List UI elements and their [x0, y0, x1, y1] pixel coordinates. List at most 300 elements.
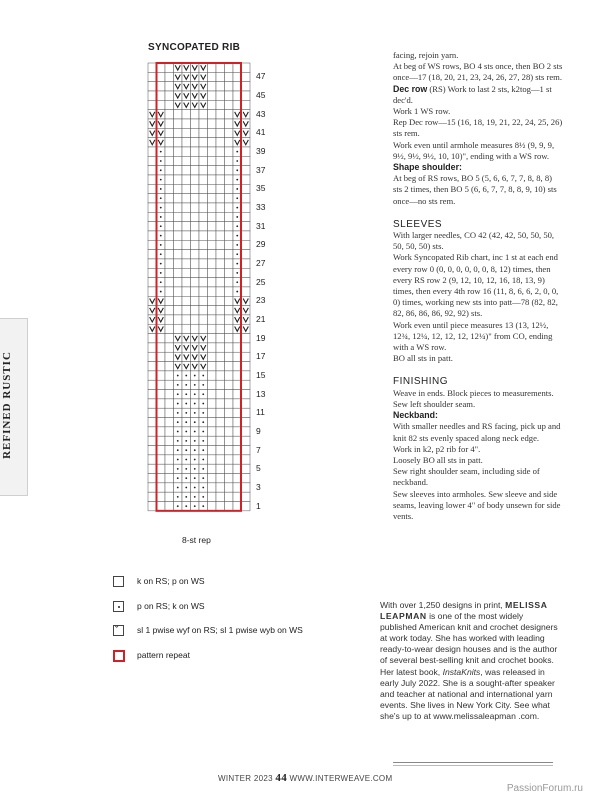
legend-purl-text: p on RS; k on WS	[137, 601, 205, 611]
chart-cell	[165, 371, 174, 380]
chart-cell	[242, 82, 251, 91]
purl-dot	[194, 468, 196, 470]
chart-cell	[225, 231, 234, 240]
chart-cell	[208, 352, 217, 361]
chart-cell	[165, 259, 174, 268]
chart-cell	[148, 259, 157, 268]
chart-cell	[225, 72, 234, 81]
neckband-heading: Neckband:	[393, 410, 438, 421]
chart-cell	[208, 427, 217, 436]
chart-cell	[199, 287, 208, 296]
chart-cell	[174, 110, 183, 119]
chart-cell	[208, 184, 217, 193]
chart-cell	[182, 240, 191, 249]
chart-cell	[208, 334, 217, 343]
chart-cell	[216, 91, 225, 100]
chart-cell	[191, 306, 200, 315]
chart-cell	[174, 268, 183, 277]
chart-cell	[216, 455, 225, 464]
chart-cell	[165, 296, 174, 305]
chart-cell	[182, 315, 191, 324]
chart-cell	[191, 128, 200, 137]
chart-cell	[199, 203, 208, 212]
chart-cell	[216, 362, 225, 371]
purl-dot	[185, 384, 187, 386]
chart-cell	[225, 296, 234, 305]
chart-cell	[208, 203, 217, 212]
chart-cell	[174, 175, 183, 184]
chart-cell	[157, 362, 166, 371]
chart-cell	[165, 156, 174, 165]
chart-cell	[148, 100, 157, 109]
purl-dot	[202, 384, 204, 386]
purl-dot	[185, 496, 187, 498]
chart-cell	[148, 147, 157, 156]
chart-cell	[216, 418, 225, 427]
chart-cell	[165, 100, 174, 109]
chart-cell	[157, 483, 166, 492]
chart-cell	[216, 147, 225, 156]
chart-cell	[165, 231, 174, 240]
purl-dot	[177, 393, 179, 395]
purl-dot	[236, 179, 238, 181]
chart-cell	[216, 502, 225, 511]
chart-cell	[242, 380, 251, 389]
para: With larger needles, CO 42 (42, 42, 50, 50, 50, 50, 50, 50) sts.	[393, 230, 555, 252]
chart-cell	[165, 203, 174, 212]
chart-cell	[208, 474, 217, 483]
chart-cell	[148, 474, 157, 483]
chart-cell	[165, 175, 174, 184]
chart-cell	[225, 418, 234, 427]
chart-cell	[148, 380, 157, 389]
chart-cell	[208, 380, 217, 389]
chart-cell	[165, 268, 174, 277]
purl-dot	[185, 412, 187, 414]
chart-cell	[148, 352, 157, 361]
chart-cell	[242, 203, 251, 212]
chart-cell	[208, 250, 217, 259]
chart-cell	[208, 371, 217, 380]
chart-cell	[191, 138, 200, 147]
purl-dot	[236, 272, 238, 274]
chart-cell	[242, 63, 251, 72]
chart-cell	[157, 474, 166, 483]
chart-cell	[148, 82, 157, 91]
chart-cell	[208, 436, 217, 445]
para: At beg of RS rows, BO 5 (5, 6, 6, 7, 7, 8, 8, 8) sts 2 times, then BO 5 (6, 6, 7, 7, 8, 8, 9, 10) sts once—no sts rem.	[393, 173, 557, 206]
chart-cell	[174, 138, 183, 147]
chart-cell	[157, 72, 166, 81]
chart-cell	[165, 166, 174, 175]
purl-dot	[177, 440, 179, 442]
purl-symbol-icon	[113, 601, 124, 612]
chart-cell	[216, 464, 225, 473]
chart-cell	[208, 128, 217, 137]
chart-cell	[242, 72, 251, 81]
purl-dot	[177, 487, 179, 489]
chart-cell	[208, 63, 217, 72]
chart-cell	[191, 250, 200, 259]
chart-cell	[242, 352, 251, 361]
chart-cell	[182, 156, 191, 165]
chart-cell	[242, 212, 251, 221]
chart-cell	[225, 446, 234, 455]
chart-cell	[216, 268, 225, 277]
chart-cell	[157, 418, 166, 427]
chart-cell	[165, 362, 174, 371]
chart-cell	[242, 418, 251, 427]
purl-dot	[202, 459, 204, 461]
chart-cell	[148, 250, 157, 259]
chart-cell	[242, 240, 251, 249]
purl-dot	[177, 421, 179, 423]
chart-cell	[216, 82, 225, 91]
chart-cell	[208, 194, 217, 203]
chart-cell	[165, 128, 174, 137]
chart-cell	[216, 250, 225, 259]
chart-cell	[208, 222, 217, 231]
row-label: 17	[256, 351, 266, 362]
chart-cell	[216, 343, 225, 352]
chart-cell	[157, 380, 166, 389]
chart-cell	[216, 306, 225, 315]
purl-dot	[236, 151, 238, 153]
chart-cell	[208, 324, 217, 333]
chart-cell	[242, 343, 251, 352]
chart-cell	[182, 306, 191, 315]
chart-cell	[157, 427, 166, 436]
purl-dot	[160, 291, 162, 293]
chart-cell	[208, 175, 217, 184]
para: Work even until armhole measures 8½ (9, 9, 9, 9½, 9½, 9½, 10, 10)", ending with a WS row.	[393, 139, 555, 161]
chart-cell	[191, 166, 200, 175]
chart-cell	[148, 231, 157, 240]
purl-dot	[185, 403, 187, 405]
purl-dot	[194, 375, 196, 377]
chart-cell	[182, 194, 191, 203]
chart-cell	[242, 483, 251, 492]
para: Work Syncopated Rib chart, inc 1 st at each end every row 0 (0, 0, 0, 0, 0, 0, 8, 12) times, then every RS row 2 (9, 12, 10, 12, 16, 18, 13, 9) times, then every 4th row 16 (11, 8, 6, 6, 2, 0, 0, 0) times, working new sts into patt—78 (82, 82, 82, 86, 86, 86, 92, 92) sts.	[393, 252, 559, 319]
chart-cell	[165, 306, 174, 315]
chart-cell	[191, 175, 200, 184]
para: Work 1 WS row.	[393, 106, 451, 117]
chart-cell	[191, 278, 200, 287]
chart-cell	[148, 446, 157, 455]
purl-dot	[177, 403, 179, 405]
chart-cell	[148, 334, 157, 343]
chart-cell	[208, 147, 217, 156]
chart-cell	[199, 147, 208, 156]
purl-dot	[194, 496, 196, 498]
chart-cell	[242, 390, 251, 399]
para: Work in k2, p2 rib for 4".	[393, 443, 481, 454]
chart-cell	[182, 166, 191, 175]
purl-dot	[202, 412, 204, 414]
chart-cell	[148, 390, 157, 399]
chart-cell	[174, 324, 183, 333]
chart-cell	[208, 306, 217, 315]
row-label: 29	[256, 239, 266, 250]
chart-cell	[208, 278, 217, 287]
purl-dot	[177, 431, 179, 433]
chart-cell	[225, 147, 234, 156]
chart-cell	[148, 194, 157, 203]
footer-rule	[393, 762, 553, 763]
chart-cell	[165, 315, 174, 324]
chart-cell	[225, 390, 234, 399]
chart-cell	[199, 212, 208, 221]
chart-cell	[216, 110, 225, 119]
chart-cell	[225, 399, 234, 408]
chart-cell	[157, 371, 166, 380]
chart-cell	[199, 324, 208, 333]
purl-dot	[236, 244, 238, 246]
chart-cell	[191, 194, 200, 203]
purl-dot	[185, 468, 187, 470]
purl-dot	[177, 505, 179, 507]
chart-cell	[242, 156, 251, 165]
chart-cell	[225, 138, 234, 147]
dec-row-label: Dec row	[393, 83, 428, 94]
chart-cell	[165, 119, 174, 128]
purl-dot	[202, 468, 204, 470]
chart-cell	[216, 259, 225, 268]
chart-cell	[182, 287, 191, 296]
purl-dot	[160, 244, 162, 246]
row-label: 47	[256, 71, 266, 82]
purl-dot	[202, 431, 204, 433]
chart-cell	[174, 250, 183, 259]
chart-cell	[216, 492, 225, 501]
chart-cell	[242, 474, 251, 483]
chart-cell	[225, 212, 234, 221]
chart-cell	[182, 250, 191, 259]
legend-repeat-text: pattern repeat	[137, 650, 190, 660]
chart-cell	[208, 166, 217, 175]
chart-cell	[165, 343, 174, 352]
chart-cell	[208, 399, 217, 408]
chart-cell	[157, 334, 166, 343]
chart-cell	[148, 418, 157, 427]
bio-para	[380, 600, 560, 722]
chart-cell	[225, 380, 234, 389]
page-footer	[218, 772, 392, 784]
purl-dot	[194, 477, 196, 479]
para: With smaller needles and RS facing, pick up and knit 82 sts evenly spaced along neck edge.	[393, 421, 561, 443]
chart-cell	[216, 231, 225, 240]
chart-cell	[165, 474, 174, 483]
chart-cell	[208, 287, 217, 296]
chart-cell	[165, 408, 174, 417]
purl-dot	[236, 197, 238, 199]
chart-cell	[157, 492, 166, 501]
chart-cell	[242, 147, 251, 156]
pattern-instructions	[393, 50, 563, 522]
chart-cell	[225, 110, 234, 119]
chart-cell	[165, 483, 174, 492]
para: Loosely BO all sts in patt.	[393, 454, 483, 465]
chart-cell	[191, 296, 200, 305]
row-label: 39	[256, 145, 266, 156]
purl-dot	[160, 216, 162, 218]
purl-dot	[202, 375, 204, 377]
chart-cell	[216, 175, 225, 184]
chart-cell	[174, 119, 183, 128]
chart-cell	[208, 464, 217, 473]
purl-dot	[236, 263, 238, 265]
chart-cell	[208, 91, 217, 100]
para: Weave in ends. Block pieces to measurements. Sew left shoulder seam.	[393, 387, 554, 409]
chart-cell	[216, 474, 225, 483]
chart-cell	[199, 278, 208, 287]
chart-cell	[165, 138, 174, 147]
chart-cell	[174, 128, 183, 137]
chart-cell	[208, 72, 217, 81]
chart-cell	[225, 250, 234, 259]
purl-dot	[160, 263, 162, 265]
chart-cell	[242, 399, 251, 408]
chart-cell	[182, 203, 191, 212]
chart-cell	[225, 343, 234, 352]
chart-cell	[208, 418, 217, 427]
purl-dot	[177, 459, 179, 461]
chart-cell	[165, 502, 174, 511]
chart-cell	[191, 287, 200, 296]
chart-cell	[165, 380, 174, 389]
footer-rule	[393, 765, 553, 766]
chart-cell	[225, 287, 234, 296]
purl-dot	[194, 487, 196, 489]
bio-text-2: , was released in early July 2022. She is a sought-after speaker and teacher at national and international yarn events. She lives in New York City. See what she's up to at www.melissaleapman .com.	[380, 666, 555, 721]
purl-dot	[236, 169, 238, 171]
chart-cell	[216, 483, 225, 492]
purl-dot	[185, 431, 187, 433]
chart-cell	[174, 315, 183, 324]
chart-cell	[148, 72, 157, 81]
chart-cell	[208, 455, 217, 464]
purl-dot	[194, 403, 196, 405]
chart-cell	[225, 455, 234, 464]
chart-cell	[216, 100, 225, 109]
row-label: 45	[256, 89, 266, 100]
row-label: 19	[256, 332, 266, 343]
chart-cell	[242, 455, 251, 464]
chart-cell	[242, 436, 251, 445]
chart-cell	[148, 63, 157, 72]
purl-dot	[194, 449, 196, 451]
section-tab-label: REFINED RUSTIC	[1, 351, 13, 459]
chart-cell	[242, 194, 251, 203]
chart-cell	[216, 324, 225, 333]
chart-cell	[165, 82, 174, 91]
chart-cell	[216, 287, 225, 296]
para: BO all sts in patt.	[393, 353, 453, 364]
chart-cell	[157, 502, 166, 511]
chart-cell	[165, 194, 174, 203]
chart-cell	[174, 203, 183, 212]
chart-cell	[208, 343, 217, 352]
chart-cell	[165, 324, 174, 333]
purl-dot	[177, 384, 179, 386]
chart-cell	[208, 502, 217, 511]
purl-dot	[160, 225, 162, 227]
chart-cell	[242, 231, 251, 240]
chart-cell	[216, 380, 225, 389]
chart-cell	[157, 408, 166, 417]
chart-cell	[165, 287, 174, 296]
chart-cell	[208, 492, 217, 501]
chart-cell	[216, 166, 225, 175]
chart-cell	[157, 390, 166, 399]
chart-cell	[242, 166, 251, 175]
chart-cell	[165, 464, 174, 473]
purl-dot	[185, 505, 187, 507]
chart-cell	[225, 100, 234, 109]
purl-dot	[160, 179, 162, 181]
chart-cell	[242, 175, 251, 184]
purl-dot	[160, 160, 162, 162]
rep-label: 8-st rep	[182, 535, 211, 545]
row-label: 13	[256, 388, 266, 399]
chart-cell	[216, 128, 225, 137]
chart-cell	[165, 418, 174, 427]
chart-cell	[165, 147, 174, 156]
chart-cell	[216, 119, 225, 128]
row-label: 37	[256, 164, 266, 175]
chart-cell	[225, 156, 234, 165]
purl-dot	[236, 160, 238, 162]
purl-dot	[160, 188, 162, 190]
chart-cell	[191, 240, 200, 249]
chart-cell	[182, 278, 191, 287]
chart-cell	[191, 147, 200, 156]
chart-cell	[208, 82, 217, 91]
para: At beg of WS rows, BO 4 sts once, then BO 2 sts once—17 (18, 20, 21, 23, 24, 26, 27, 28) sts rem.	[393, 61, 563, 83]
chart-cell	[165, 91, 174, 100]
chart-cell	[191, 156, 200, 165]
designer-name: MELISSA LEAPMAN	[380, 600, 548, 622]
watermark: PassionForum.ru	[506, 783, 583, 794]
chart-cell	[242, 100, 251, 109]
chart-cell	[182, 175, 191, 184]
purl-dot	[185, 459, 187, 461]
legend-knit-text: k on RS; p on WS	[137, 576, 205, 586]
chart-cell	[216, 156, 225, 165]
chart-cell	[148, 371, 157, 380]
purl-dot	[177, 468, 179, 470]
chart-cell	[225, 278, 234, 287]
purl-dot	[194, 459, 196, 461]
chart-cell	[165, 278, 174, 287]
chart-cell	[157, 436, 166, 445]
chart-cell	[225, 306, 234, 315]
chart-cell	[225, 184, 234, 193]
chart-title: SYNCOPATED RIB	[148, 42, 241, 53]
chart-cell	[208, 110, 217, 119]
repeat-box-icon	[113, 650, 125, 662]
chart-cell	[157, 352, 166, 361]
chart-cell	[174, 156, 183, 165]
chart-cell	[148, 203, 157, 212]
purl-dot	[236, 281, 238, 283]
slip-symbol-icon: ˇ	[113, 625, 124, 636]
chart-cell	[148, 427, 157, 436]
chart-cell	[174, 184, 183, 193]
chart-cell	[199, 250, 208, 259]
dec-row-para	[393, 84, 563, 106]
chart-cell	[242, 334, 251, 343]
